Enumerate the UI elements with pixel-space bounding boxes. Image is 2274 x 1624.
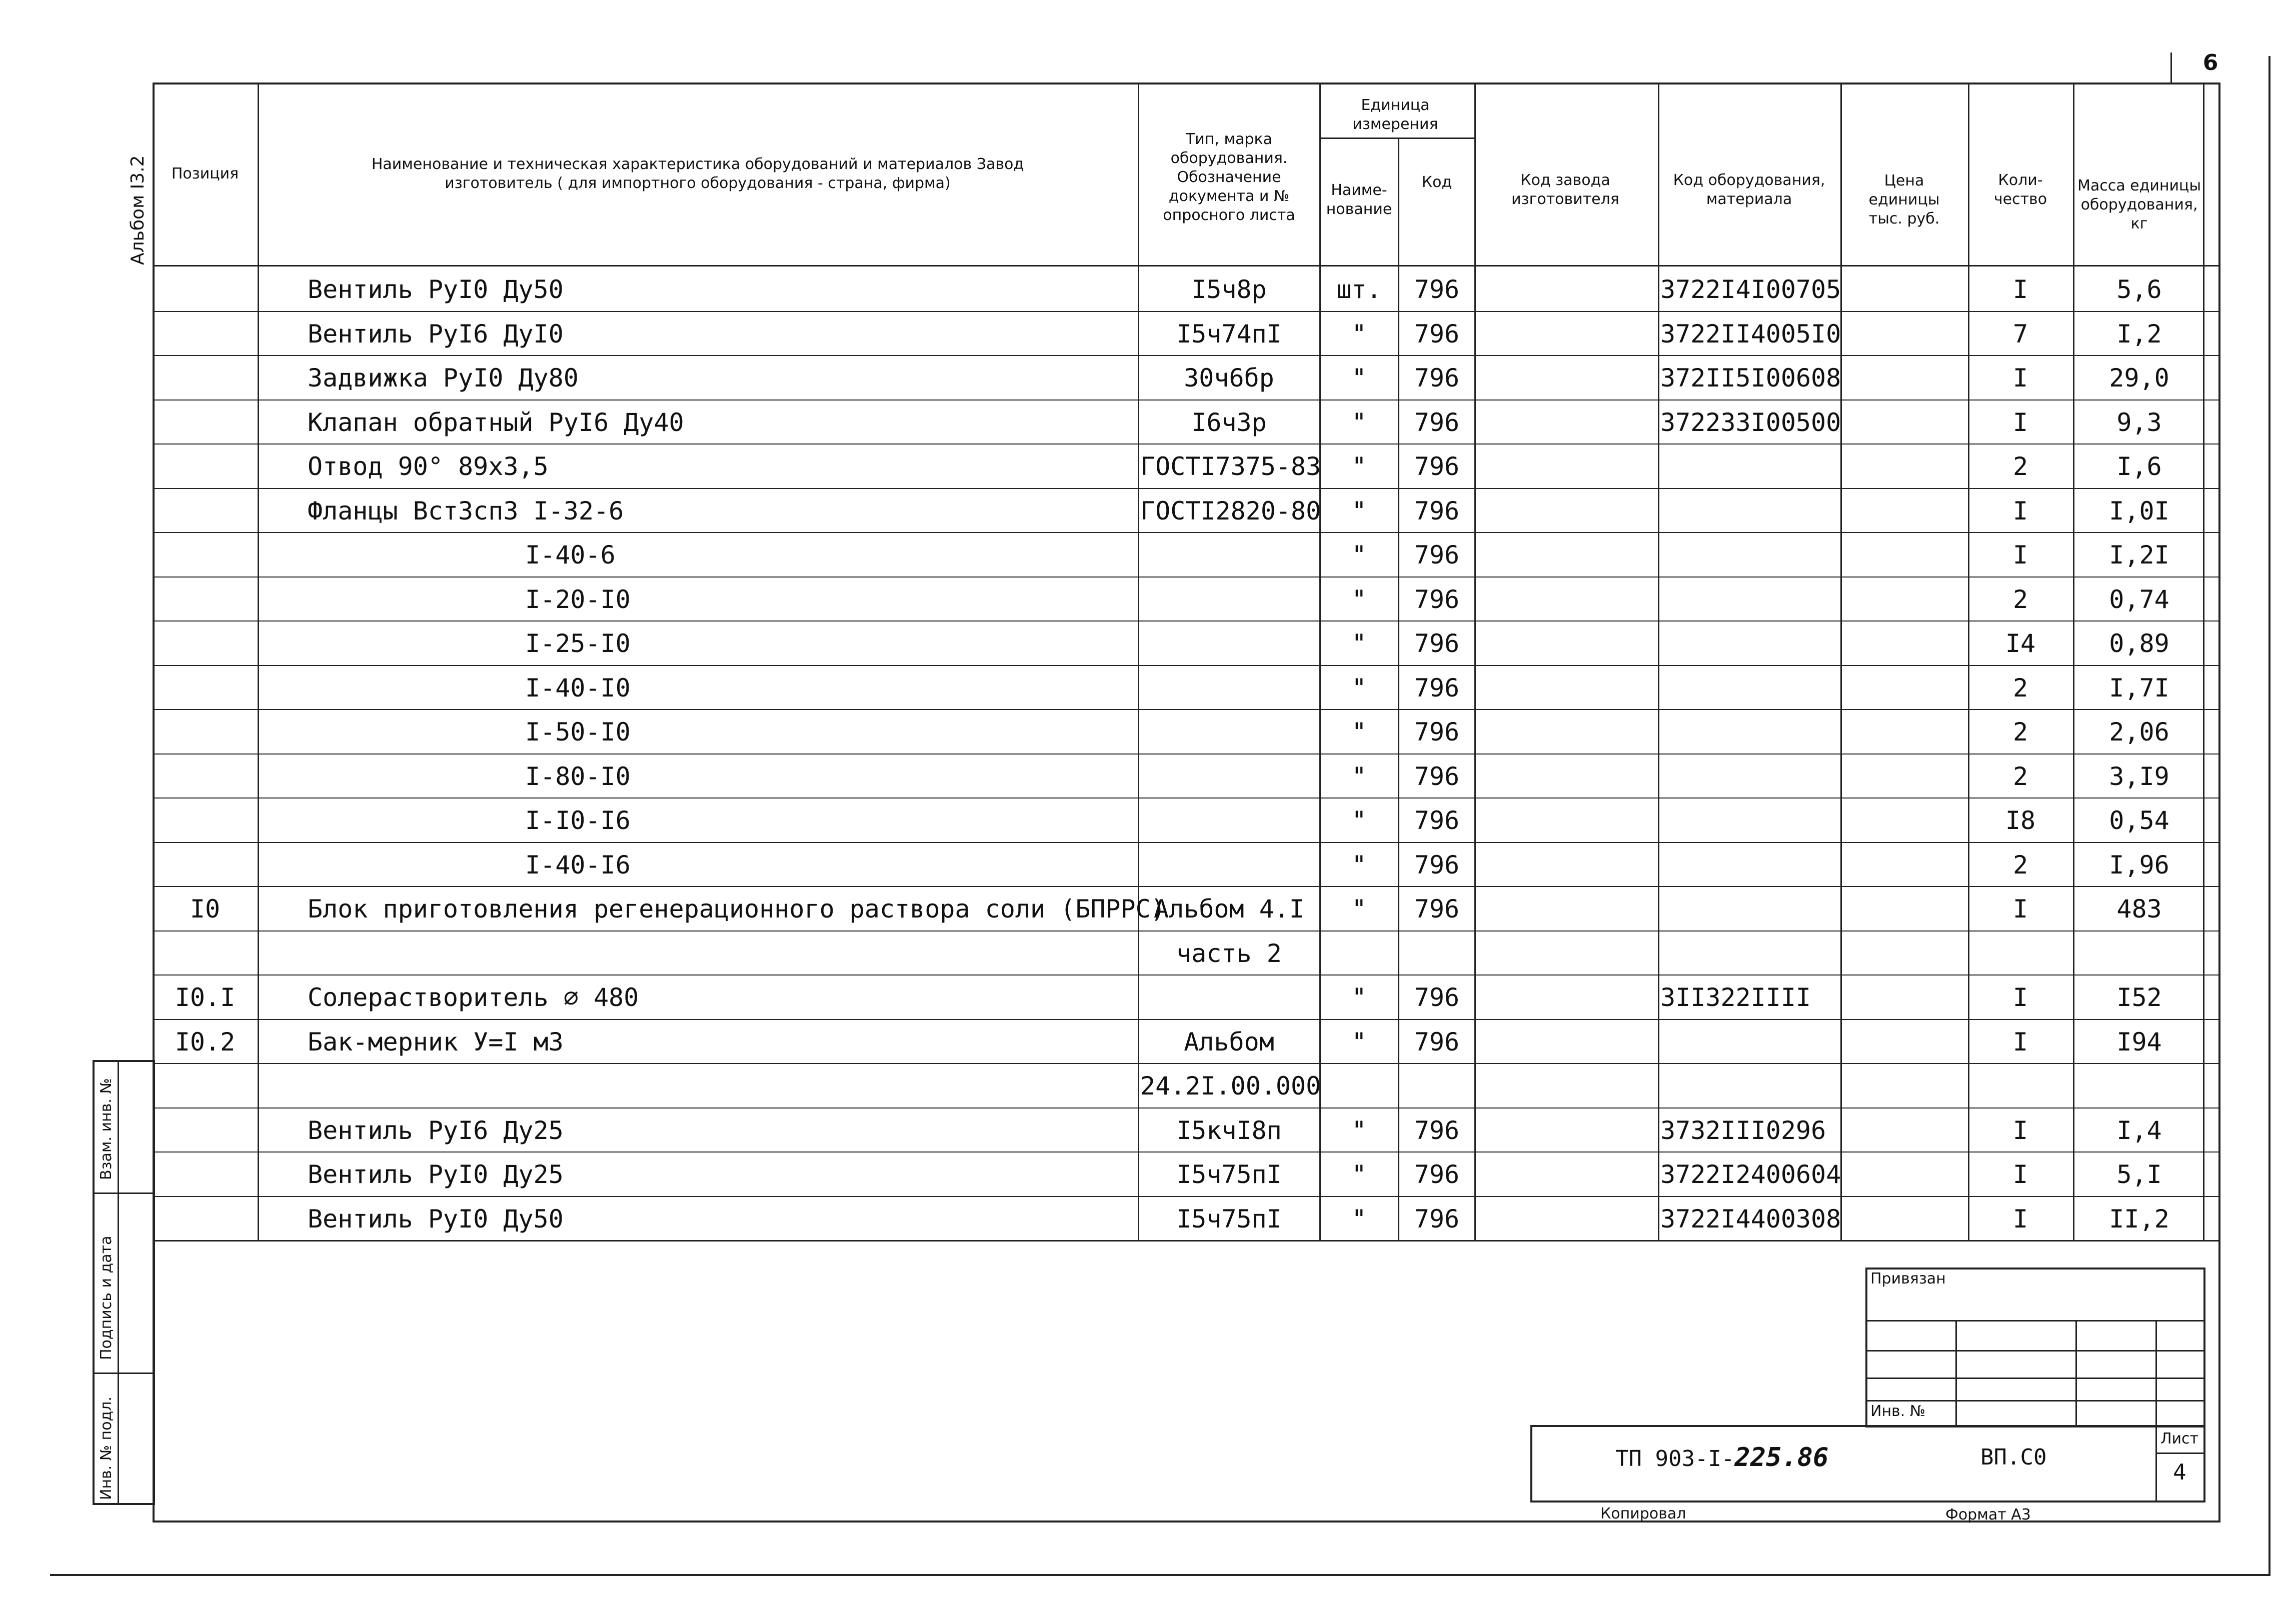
header-unit-code: Код (1421, 174, 1452, 191)
table-cell-unit: " (1351, 894, 1367, 924)
table-cell-code: 796 (1414, 983, 1460, 1012)
table-cell-unit: " (1351, 540, 1367, 570)
table-cell-name: Вентиль РуI0 Ду50 (308, 1204, 564, 1234)
table-cell-name: Отвод 90° 89х3,5 (308, 452, 549, 481)
table-cell-name: Вентиль РуI6 ДуI0 (308, 319, 564, 348)
table-cell-qty: 7 (2012, 319, 2028, 348)
table-cell-name: I-I0-I6 (525, 806, 631, 835)
table-cell-eqcode: 372II5I00608 (1660, 364, 1841, 392)
page-number: 6 (2202, 50, 2218, 76)
table-cell-qty: I (2012, 1027, 2028, 1056)
table-cell-name: Бак-мерник У=I м3 (308, 1027, 564, 1056)
table-cell-name: Вентиль РуI0 Ду50 (308, 275, 564, 304)
table-cell-qty: 2 (2012, 718, 2028, 746)
table-cell-qty: 2 (2012, 673, 2028, 702)
table-cell-mass: 0,74 (2109, 584, 2169, 614)
table-cell-code: 796 (1414, 850, 1460, 880)
table-cell-unit: " (1351, 983, 1367, 1012)
table-cell-name: I-50-I0 (525, 718, 631, 746)
table-cell-mass: 2,06 (2109, 718, 2169, 746)
table-cell-mass: I,7I (2109, 673, 2169, 702)
table-cell-eqcode: 3722II4005I0 (1660, 319, 1841, 348)
table-cell-code: 796 (1414, 629, 1460, 658)
header-name: Наименование и техническая характеристика оборудований и материалов Завод изготовитель ( для импортного оборудования - страна, фирма) (371, 155, 1024, 192)
side-label-vzam: Взам. инв. № (98, 1078, 115, 1180)
table-cell-mass: 29,0 (2109, 364, 2169, 392)
table-cell-unit: " (1351, 584, 1367, 614)
table-cell-pos: I0.I (175, 983, 236, 1012)
table-cell-name: Задвижка РуI0 Ду80 (308, 364, 579, 392)
table-cell-code: 796 (1414, 1116, 1460, 1145)
table-cell-unit: " (1351, 762, 1367, 791)
table-cell-type: Альбом (1184, 1027, 1274, 1056)
table-cell-mass: I,6 (2116, 452, 2162, 481)
table-cell-unit: " (1351, 1204, 1367, 1234)
table-cell-type: I5кчI8п (1176, 1116, 1282, 1145)
doc-code-number: 225.86 (1734, 1442, 1829, 1472)
table-cell-mass: I,0I (2109, 496, 2169, 526)
table-cell-qty: 2 (2012, 584, 2028, 614)
copied-label: Копировал (1600, 1505, 1686, 1522)
table-cell-type: I5ч74пI (1176, 319, 1282, 348)
table-cell-qty: 2 (2012, 762, 2028, 791)
table-cell-qty: I (2012, 540, 2028, 570)
table-cell-code: 796 (1414, 762, 1460, 791)
table-cell-eqcode: 3732III0296 (1660, 1116, 1826, 1145)
table-cell-type: 24.2I.00.000 (1140, 1072, 1321, 1100)
table-cell-mass: 5,6 (2116, 275, 2162, 304)
table-cell-name: Клапан обратный РуI6 Ду40 (308, 408, 684, 437)
table-cell-unit: " (1351, 718, 1367, 746)
table-cell-mass: I94 (2116, 1027, 2162, 1056)
row-divider (153, 709, 2220, 710)
table-cell-mass: I52 (2116, 983, 2162, 1012)
table-cell-mass: 0,54 (2109, 806, 2169, 835)
table-cell-name: Вентиль РуI0 Ду25 (308, 1160, 564, 1189)
table-cell-type: I5ч8р (1191, 275, 1267, 304)
row-divider (153, 842, 2220, 843)
doc-suffix: ВП.С0 (1980, 1444, 2047, 1470)
table-cell-unit: " (1351, 850, 1367, 880)
table-cell-type: ГОСТI2820-80 (1140, 496, 1321, 526)
table-cell-unit: " (1351, 319, 1367, 348)
header-unit-group: Единица измерения (1352, 96, 1438, 133)
table-cell-code: 796 (1414, 364, 1460, 392)
row-divider (153, 620, 2220, 622)
table-cell-unit: " (1351, 452, 1367, 481)
header-position: Позиция (171, 164, 239, 182)
album-label: Альбом I3.2 (128, 155, 148, 265)
table-cell-unit: " (1351, 673, 1367, 702)
table-cell-code: 796 (1414, 584, 1460, 614)
table-cell-name: I-40-I6 (525, 850, 631, 880)
table-cell-mass: II,2 (2109, 1204, 2169, 1234)
table-cell-qty: I (2012, 894, 2028, 924)
table-cell-unit: " (1351, 1027, 1367, 1056)
table-cell-code: 796 (1414, 540, 1460, 570)
table-cell-code: 796 (1414, 1204, 1460, 1234)
doc-code (1615, 1442, 1828, 1474)
table-cell-eqcode: 372233I00500 (1660, 408, 1841, 437)
table-cell-pos: I0.2 (175, 1027, 236, 1056)
table-cell-qty: I (2012, 983, 2028, 1012)
table-cell-type: I5ч75пI (1176, 1160, 1282, 1189)
table-cell-qty: I4 (2005, 629, 2036, 658)
table-cell-eqcode: 3722I2400604 (1660, 1160, 1841, 1189)
sheet-number: 4 (2173, 1460, 2186, 1485)
table-cell-eqcode: 3722I4400308 (1660, 1204, 1841, 1234)
table-cell-code: 796 (1414, 408, 1460, 437)
header-price: Цена единицы тыс. руб. (1868, 172, 1940, 228)
table-cell-name: I-80-I0 (525, 762, 631, 791)
table-cell-unit: шт. (1336, 275, 1382, 304)
table-cell-qty: 2 (2012, 452, 2028, 481)
table-cell-mass: 483 (2116, 894, 2162, 924)
table-cell-code: 796 (1414, 275, 1460, 304)
sheet-label: Лист (2160, 1430, 2199, 1448)
table-cell-mass: 0,89 (2109, 629, 2169, 658)
table-cell-unit: " (1351, 408, 1367, 437)
table-cell-code: 796 (1414, 1160, 1460, 1189)
header-unit-name: Наиме- нование (1326, 182, 1392, 218)
table-cell-mass: 5,I (2116, 1160, 2162, 1189)
table-cell-name: Вентиль РуI6 Ду25 (308, 1116, 564, 1145)
table-cell-code: 796 (1414, 319, 1460, 348)
table-cell-qty: I (2012, 1116, 2028, 1145)
table-cell-unit: " (1351, 364, 1367, 392)
format-label: Формат А3 (1945, 1506, 2031, 1524)
table-cell-name: I-40-6 (525, 540, 616, 570)
table-cell-qty: I (2012, 1160, 2028, 1189)
table-cell-mass: I,2 (2116, 319, 2162, 348)
table-cell-unit: " (1351, 629, 1367, 658)
table-cell-type: ГОСТI7375-83 (1140, 452, 1321, 481)
header-quantity: Коли- чество (1993, 172, 2047, 208)
table-cell-type: Альбом 4.I (1153, 894, 1305, 924)
table-cell-name: Солерастворитель ∅ 480 (308, 983, 639, 1012)
table-cell-pos: I0 (190, 894, 221, 924)
table-cell-unit: " (1351, 1160, 1367, 1189)
table-cell-mass: I,2I (2109, 540, 2169, 570)
table-cell-type: часть 2 (1176, 938, 1282, 968)
table-cell-name: Блок приготовления регенерационного раствора соли (БПРРС) (308, 894, 1166, 924)
table-cell-eqcode: 3II322IIII (1660, 983, 1811, 1012)
table-cell-code: 796 (1414, 806, 1460, 835)
header-type: Тип, марка оборудования. Обозначение документа и № опросного листа (1163, 130, 1295, 224)
table-cell-qty: 2 (2012, 850, 2028, 880)
side-label-podpis: Подпись и дата (98, 1236, 115, 1360)
table-cell-qty: I (2012, 364, 2028, 392)
table-cell-type: 30ч6бр (1184, 364, 1274, 392)
table-cell-qty: I (2012, 275, 2028, 304)
header-factory-code: Код завода изготовителя (1511, 172, 1619, 208)
table-cell-qty: I (2012, 408, 2028, 437)
table-cell-code: 796 (1414, 894, 1460, 924)
header-equipment-code: Код оборудования, материала (1673, 172, 1825, 208)
row-divider (153, 576, 2220, 578)
linked-label: Привязан (1870, 1270, 1946, 1288)
table-cell-code: 796 (1414, 496, 1460, 526)
table-cell-qty: I (2012, 1204, 2028, 1234)
table-cell-name: I-25-I0 (525, 629, 631, 658)
table-cell-unit: " (1351, 1116, 1367, 1145)
table-cell-unit: " (1351, 806, 1367, 835)
table-cell-qty: I8 (2005, 806, 2036, 835)
doc-code-prefix: ТП 903-I- (1615, 1446, 1735, 1472)
table-cell-code: 796 (1414, 718, 1460, 746)
table-cell-code: 796 (1414, 1027, 1460, 1056)
table-cell-mass: I,4 (2116, 1116, 2162, 1145)
header-mass: Масса единицы оборудования, кг (2077, 177, 2201, 232)
table-cell-mass: 9,3 (2116, 408, 2162, 437)
row-divider (153, 665, 2220, 666)
table-cell-mass: 3,I9 (2109, 762, 2169, 791)
table-cell-unit: " (1351, 496, 1367, 526)
table-cell-name: I-20-I0 (525, 584, 631, 614)
table-cell-name: I-40-I0 (525, 673, 631, 702)
table-cell-eqcode: 3722I4I00705 (1660, 275, 1841, 304)
table-cell-name: Фланцы ВстЗсп3 I-32-6 (308, 496, 624, 526)
table-cell-type: I6ч3р (1191, 408, 1267, 437)
table-cell-mass: I,96 (2109, 850, 2169, 880)
table-cell-code: 796 (1414, 673, 1460, 702)
table-cell-code: 796 (1414, 452, 1460, 481)
side-label-inv-podl: Инв. № подл. (98, 1396, 115, 1500)
table-cell-qty: I (2012, 496, 2028, 526)
table-cell-type: I5ч75пI (1176, 1204, 1282, 1234)
inv-label: Инв. № (1870, 1402, 1926, 1420)
